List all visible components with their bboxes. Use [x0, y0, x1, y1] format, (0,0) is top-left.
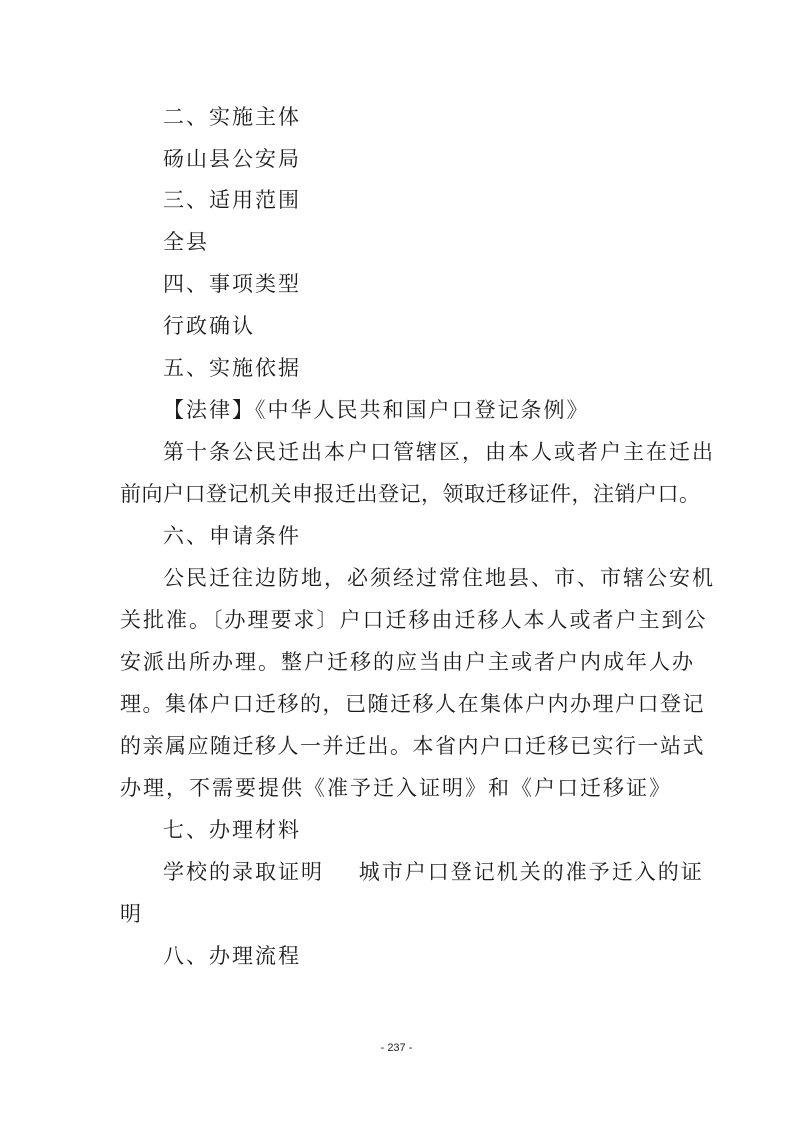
implementing-body-text: 砀山县公安局 — [163, 147, 301, 171]
materials-text-line: 明 — [120, 902, 143, 926]
heading-item-type: 四、事项类型 — [163, 272, 301, 296]
page-number: - 237 - — [380, 1042, 413, 1054]
materials-text-line: 学校的录取证明 城市户口登记机关的准予迁入的证 — [163, 860, 704, 884]
conditions-paragraph-line: 办理，不需要提供《准予迁入证明》和《户口迁移证》 — [120, 776, 672, 800]
heading-basis: 五、实施依据 — [163, 356, 301, 380]
conditions-paragraph-line: 理。集体户口迁移的，已随迁移人在集体户内办理户口登记 — [120, 692, 705, 716]
conditions-paragraph-line: 安派出所办理。整户迁移的应当由户主或者户内成年人办 — [120, 650, 695, 674]
conditions-paragraph-line: 公民迁往边防地，必须经过常住地县、市、市辖公安机 — [163, 566, 715, 590]
heading-conditions: 六、申请条件 — [163, 524, 301, 548]
heading-materials: 七、办理材料 — [163, 818, 301, 842]
basis-paragraph-line: 第十条公民迁出本户口管辖区，由本人或者户主在迁出 — [163, 440, 715, 464]
basis-law-title: 【法律】《中华人民共和国户口登记条例》 — [163, 398, 590, 422]
conditions-paragraph-line: 关批准。〔办理要求〕户口迁移由迁移人本人或者户主到公 — [120, 608, 708, 632]
heading-process: 八、办理流程 — [163, 944, 301, 968]
item-type-text: 行政确认 — [163, 314, 255, 338]
basis-paragraph-line: 前向户口登记机关申报迁出登记，领取迁移证件，注销户口。 — [120, 482, 701, 506]
scope-text: 全县 — [163, 230, 209, 254]
conditions-paragraph-line: 的亲属应随迁移人一并迁出。本省内户口迁移已实行一站式 — [120, 734, 705, 758]
heading-scope: 三、适用范围 — [163, 188, 301, 212]
heading-implementing-body: 二、实施主体 — [163, 105, 301, 129]
